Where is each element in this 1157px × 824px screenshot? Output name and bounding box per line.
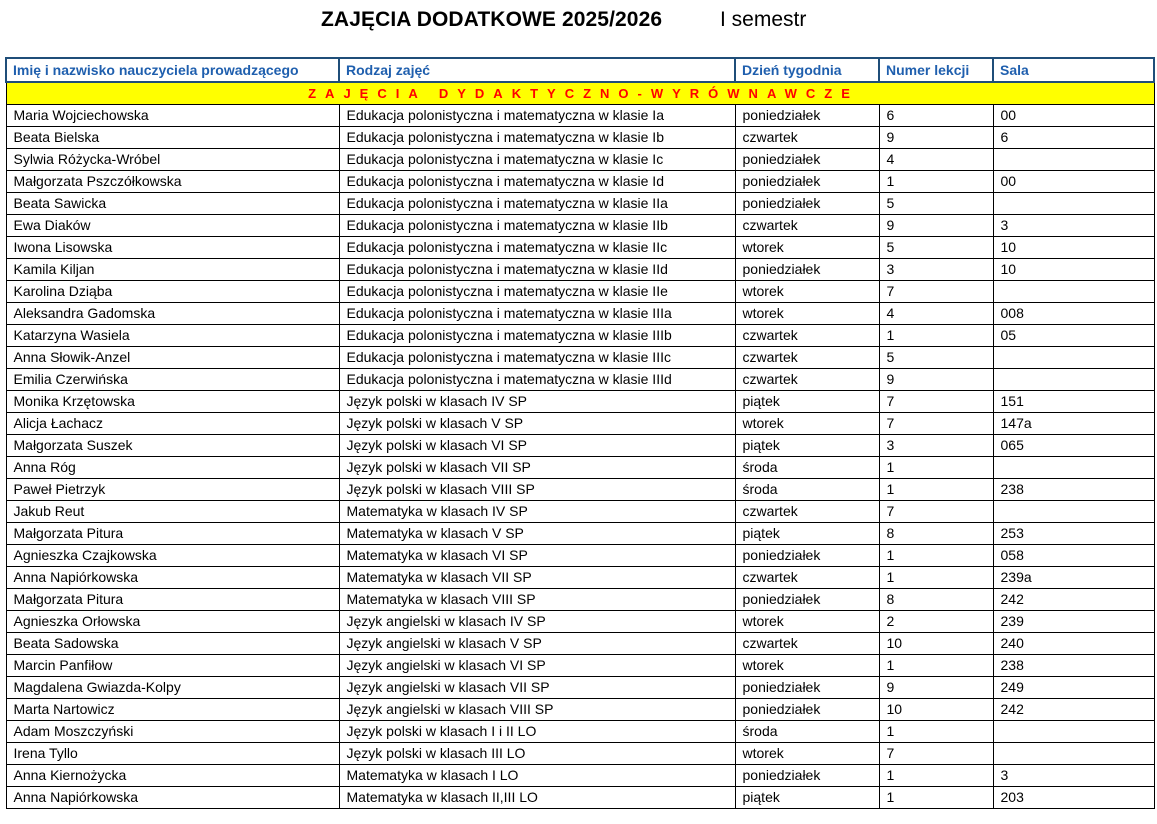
room-cell: 10 [993, 237, 1154, 259]
table-row [6, 479, 1154, 501]
weekday-cell: czwartek [735, 325, 879, 347]
room-cell: 249 [993, 677, 1154, 699]
room-cell: 240 [993, 633, 1154, 655]
table-row [6, 457, 1154, 479]
class-type-cell: Edukacja polonistyczna i matematyczna w klasie Ic [339, 149, 735, 171]
lesson-number-cell: 10 [879, 699, 993, 721]
column-header-weekday: Dzień tygodnia [735, 58, 879, 82]
class-type-cell: Edukacja polonistyczna i matematyczna w klasie IIIc [339, 347, 735, 369]
class-type-cell: Język polski w klasach VI SP [339, 435, 735, 457]
lesson-number-cell: 8 [879, 589, 993, 611]
weekday-cell: poniedziałek [735, 677, 879, 699]
teacher-cell: Monika Krzętowska [6, 391, 339, 413]
teacher-cell: Irena Tyllo [6, 743, 339, 765]
lesson-number-cell: 1 [879, 479, 993, 501]
room-cell [993, 347, 1154, 369]
class-type-cell: Język polski w klasach V SP [339, 413, 735, 435]
column-header-lesson-number: Numer lekcji [879, 58, 993, 82]
lesson-number-cell: 2 [879, 611, 993, 633]
teacher-cell: Małgorzata Suszek [6, 435, 339, 457]
table-row [6, 259, 1154, 281]
teacher-cell: Iwona Lisowska [6, 237, 339, 259]
room-cell: 10 [993, 259, 1154, 281]
table-row [6, 611, 1154, 633]
room-cell [993, 743, 1154, 765]
title-semester: I semestr [720, 8, 807, 31]
weekday-cell: środa [735, 479, 879, 501]
table-row [6, 435, 1154, 457]
room-cell: 05 [993, 325, 1154, 347]
weekday-cell: piątek [735, 435, 879, 457]
class-type-cell: Język angielski w klasach VIII SP [339, 699, 735, 721]
room-cell: 203 [993, 787, 1154, 809]
weekday-cell: czwartek [735, 369, 879, 391]
teacher-cell: Beata Sadowska [6, 633, 339, 655]
class-type-cell: Edukacja polonistyczna i matematyczna w klasie Ia [339, 105, 735, 127]
class-type-cell: Język polski w klasach I i II LO [339, 721, 735, 743]
table-row [6, 633, 1154, 655]
weekday-cell: poniedziałek [735, 105, 879, 127]
lesson-number-cell: 9 [879, 677, 993, 699]
section-row [6, 82, 1154, 105]
teacher-cell: Maria Wojciechowska [6, 105, 339, 127]
class-type-cell: Matematyka w klasach IV SP [339, 501, 735, 523]
teacher-cell: Emilia Czerwińska [6, 369, 339, 391]
teacher-cell: Kamila Kiljan [6, 259, 339, 281]
room-cell [993, 149, 1154, 171]
room-cell [993, 281, 1154, 303]
weekday-cell: poniedziałek [735, 193, 879, 215]
weekday-cell: czwartek [735, 127, 879, 149]
room-cell: 00 [993, 105, 1154, 127]
weekday-cell: poniedziałek [735, 545, 879, 567]
lesson-number-cell: 7 [879, 743, 993, 765]
teacher-cell: Małgorzata Pszczółkowska [6, 171, 339, 193]
class-type-cell: Język polski w klasach VII SP [339, 457, 735, 479]
lesson-number-cell: 8 [879, 523, 993, 545]
teacher-cell: Anna Słowik-Anzel [6, 347, 339, 369]
weekday-cell: wtorek [735, 281, 879, 303]
room-cell [993, 193, 1154, 215]
teacher-cell: Adam Moszczyński [6, 721, 339, 743]
title-main: ZAJĘCIA DODATKOWE 2025/2026 [321, 8, 663, 31]
lesson-number-cell: 7 [879, 281, 993, 303]
class-type-cell: Edukacja polonistyczna i matematyczna w klasie IIIa [339, 303, 735, 325]
room-cell: 3 [993, 215, 1154, 237]
class-type-cell: Edukacja polonistyczna i matematyczna w klasie IId [339, 259, 735, 281]
class-type-cell: Edukacja polonistyczna i matematyczna w klasie IIa [339, 193, 735, 215]
lesson-number-cell: 5 [879, 193, 993, 215]
teacher-cell: Katarzyna Wasiela [6, 325, 339, 347]
lesson-number-cell: 5 [879, 237, 993, 259]
class-type-cell: Edukacja polonistyczna i matematyczna w klasie IIIb [339, 325, 735, 347]
teacher-cell: Marta Nartowicz [6, 699, 339, 721]
class-type-cell: Edukacja polonistyczna i matematyczna w klasie IIb [339, 215, 735, 237]
teacher-cell: Marcin Panfiłow [6, 655, 339, 677]
room-cell: 151 [993, 391, 1154, 413]
table-row [6, 237, 1154, 259]
class-type-cell: Matematyka w klasach I LO [339, 765, 735, 787]
lesson-number-cell: 1 [879, 325, 993, 347]
teacher-cell: Małgorzata Pitura [6, 523, 339, 545]
document-title [0, 8, 1157, 38]
weekday-cell: środa [735, 457, 879, 479]
teacher-cell: Anna Kiernożycka [6, 765, 339, 787]
class-type-cell: Język polski w klasach VIII SP [339, 479, 735, 501]
table-row [6, 105, 1154, 127]
lesson-number-cell: 10 [879, 633, 993, 655]
lesson-number-cell: 9 [879, 127, 993, 149]
teacher-cell: Anna Napiórkowska [6, 567, 339, 589]
weekday-cell: czwartek [735, 501, 879, 523]
room-cell: 147a [993, 413, 1154, 435]
room-cell [993, 501, 1154, 523]
table-row [6, 655, 1154, 677]
lesson-number-cell: 1 [879, 171, 993, 193]
weekday-cell: wtorek [735, 611, 879, 633]
table-row [6, 699, 1154, 721]
room-cell: 242 [993, 589, 1154, 611]
lesson-number-cell: 7 [879, 413, 993, 435]
weekday-cell: czwartek [735, 347, 879, 369]
teacher-cell: Alicja Łachacz [6, 413, 339, 435]
room-cell [993, 721, 1154, 743]
table-row [6, 743, 1154, 765]
teacher-cell: Ewa Diaków [6, 215, 339, 237]
room-cell: 242 [993, 699, 1154, 721]
lesson-number-cell: 1 [879, 457, 993, 479]
weekday-cell: piątek [735, 787, 879, 809]
weekday-cell: poniedziałek [735, 765, 879, 787]
teacher-cell: Karolina Dziąba [6, 281, 339, 303]
table-row [6, 127, 1154, 149]
weekday-cell: poniedziałek [735, 259, 879, 281]
lesson-number-cell: 1 [879, 545, 993, 567]
class-type-cell: Edukacja polonistyczna i matematyczna w klasie Ib [339, 127, 735, 149]
room-cell: 058 [993, 545, 1154, 567]
room-cell: 065 [993, 435, 1154, 457]
teacher-cell: Małgorzata Pitura [6, 589, 339, 611]
room-cell [993, 457, 1154, 479]
table-row [6, 765, 1154, 787]
table-row [6, 501, 1154, 523]
table-row [6, 677, 1154, 699]
lesson-number-cell: 1 [879, 787, 993, 809]
teacher-cell: Agnieszka Czajkowska [6, 545, 339, 567]
room-cell: 00 [993, 171, 1154, 193]
class-type-cell: Język polski w klasach IV SP [339, 391, 735, 413]
room-cell [993, 369, 1154, 391]
class-type-cell: Matematyka w klasach VIII SP [339, 589, 735, 611]
teacher-cell: Anna Róg [6, 457, 339, 479]
teacher-cell: Sylwia Różycka-Wróbel [6, 149, 339, 171]
class-type-cell: Matematyka w klasach VII SP [339, 567, 735, 589]
teacher-cell: Magdalena Gwiazda-Kolpy [6, 677, 339, 699]
room-cell: 3 [993, 765, 1154, 787]
class-type-cell: Język angielski w klasach V SP [339, 633, 735, 655]
table-row [6, 787, 1154, 809]
weekday-cell: wtorek [735, 655, 879, 677]
table-row [6, 303, 1154, 325]
lesson-number-cell: 5 [879, 347, 993, 369]
weekday-cell: wtorek [735, 743, 879, 765]
table-row [6, 413, 1154, 435]
table-row [6, 721, 1154, 743]
class-type-cell: Język angielski w klasach VI SP [339, 655, 735, 677]
class-type-cell: Edukacja polonistyczna i matematyczna w klasie Id [339, 171, 735, 193]
room-cell: 239 [993, 611, 1154, 633]
header-row [6, 58, 1154, 82]
weekday-cell: wtorek [735, 413, 879, 435]
table-row [6, 523, 1154, 545]
class-type-cell: Edukacja polonistyczna i matematyczna w klasie IIc [339, 237, 735, 259]
lesson-number-cell: 7 [879, 391, 993, 413]
weekday-cell: wtorek [735, 303, 879, 325]
column-header-teacher: Imię i nazwisko nauczyciela prowadzącego [6, 58, 339, 82]
lesson-number-cell: 4 [879, 149, 993, 171]
teacher-cell: Anna Napiórkowska [6, 787, 339, 809]
teacher-cell: Beata Sawicka [6, 193, 339, 215]
teacher-cell: Aleksandra Gadomska [6, 303, 339, 325]
table-row [6, 391, 1154, 413]
lesson-number-cell: 1 [879, 567, 993, 589]
lesson-number-cell: 3 [879, 435, 993, 457]
class-type-cell: Edukacja polonistyczna i matematyczna w klasie IIe [339, 281, 735, 303]
class-type-cell: Edukacja polonistyczna i matematyczna w klasie IIId [339, 369, 735, 391]
weekday-cell: czwartek [735, 633, 879, 655]
weekday-cell: poniedziałek [735, 589, 879, 611]
table-row [6, 545, 1154, 567]
class-type-cell: Matematyka w klasach VI SP [339, 545, 735, 567]
room-cell: 238 [993, 655, 1154, 677]
table-row [6, 347, 1154, 369]
lesson-number-cell: 3 [879, 259, 993, 281]
weekday-cell: czwartek [735, 215, 879, 237]
lesson-number-cell: 9 [879, 369, 993, 391]
weekday-cell: poniedziałek [735, 699, 879, 721]
lesson-number-cell: 1 [879, 721, 993, 743]
column-header-room: Sala [993, 58, 1154, 82]
lesson-number-cell: 9 [879, 215, 993, 237]
class-type-cell: Matematyka w klasach II,III LO [339, 787, 735, 809]
teacher-cell: Paweł Pietrzyk [6, 479, 339, 501]
teacher-cell: Beata Bielska [6, 127, 339, 149]
room-cell: 6 [993, 127, 1154, 149]
table-row [6, 589, 1154, 611]
lesson-number-cell: 4 [879, 303, 993, 325]
weekday-cell: wtorek [735, 237, 879, 259]
weekday-cell: poniedziałek [735, 171, 879, 193]
lesson-number-cell: 1 [879, 765, 993, 787]
class-type-cell: Język angielski w klasach VII SP [339, 677, 735, 699]
weekday-cell: środa [735, 721, 879, 743]
room-cell: 008 [993, 303, 1154, 325]
table-row [6, 369, 1154, 391]
table-row [6, 149, 1154, 171]
teacher-cell: Agnieszka Orłowska [6, 611, 339, 633]
weekday-cell: poniedziałek [735, 149, 879, 171]
table-row [6, 171, 1154, 193]
table-row [6, 193, 1154, 215]
weekday-cell: czwartek [735, 567, 879, 589]
class-type-cell: Język polski w klasach III LO [339, 743, 735, 765]
teacher-cell: Jakub Reut [6, 501, 339, 523]
lesson-number-cell: 1 [879, 655, 993, 677]
table-row [6, 215, 1154, 237]
room-cell: 238 [993, 479, 1154, 501]
lesson-number-cell: 6 [879, 105, 993, 127]
class-type-cell: Język angielski w klasach IV SP [339, 611, 735, 633]
weekday-cell: piątek [735, 391, 879, 413]
table-row [6, 325, 1154, 347]
lesson-number-cell: 7 [879, 501, 993, 523]
weekday-cell: piątek [735, 523, 879, 545]
class-type-cell: Matematyka w klasach V SP [339, 523, 735, 545]
room-cell: 239a [993, 567, 1154, 589]
table-row [6, 281, 1154, 303]
table-row [6, 567, 1154, 589]
section-title: ZAJĘCIA DYDAKTYCZNO-WYRÓWNAWCZE [6, 82, 1154, 105]
schedule-table [5, 57, 1155, 809]
column-header-class-type: Rodzaj zajęć [339, 58, 735, 82]
room-cell: 253 [993, 523, 1154, 545]
